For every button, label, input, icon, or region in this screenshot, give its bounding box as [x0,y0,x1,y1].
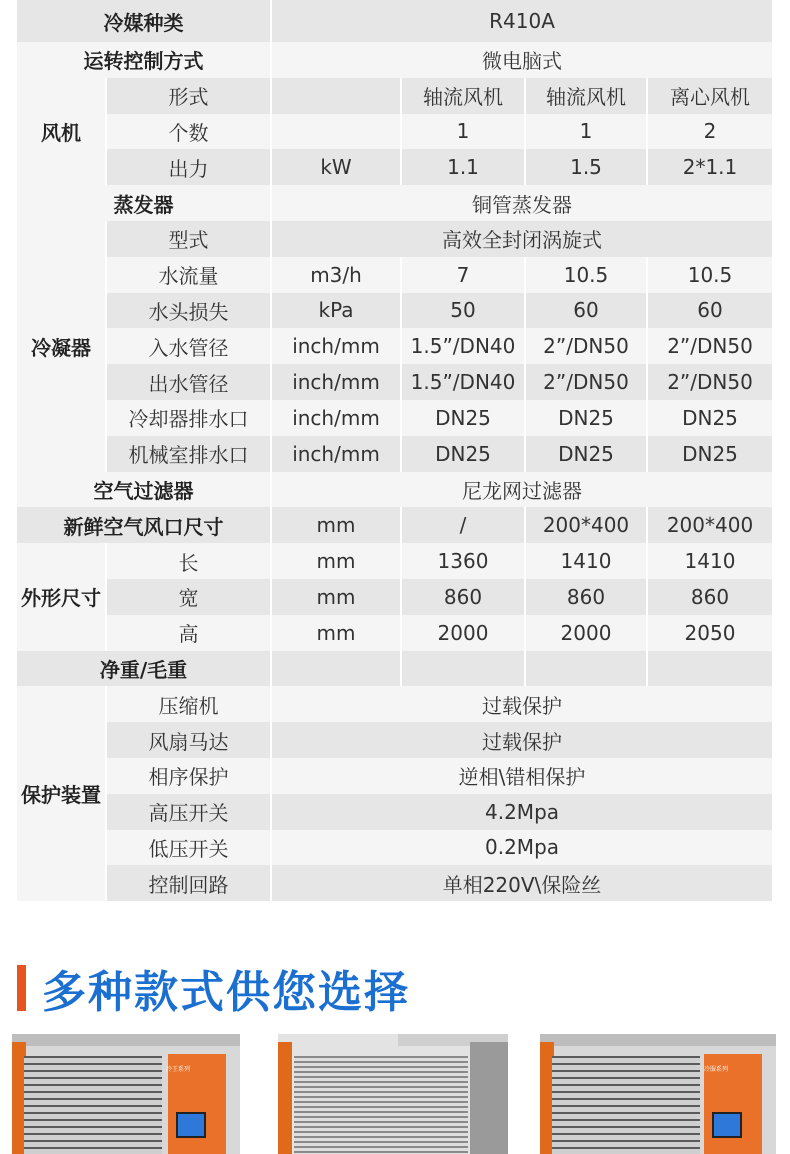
row-label: 型式 [106,221,271,257]
unit-top-panel [12,1034,240,1046]
table-row-fresh-air [17,507,772,543]
row-unit: mm [271,615,401,651]
row-unit: kW [271,149,401,185]
row-unit: inch/mm [271,364,401,400]
row-unit: mm [271,579,401,615]
row-label: 冷却器排水口 [106,400,271,436]
row-label: 蒸发器 [17,185,271,221]
cell-model-2: 2”/DN50 [525,328,647,364]
row-label: 冷媒种类 [17,0,271,42]
row-label: 机械室排水口 [106,436,271,472]
product-image-2 [278,1034,508,1154]
cell-model-2: 1 [525,114,647,150]
cell-model-2: 2”/DN50 [525,364,647,400]
cell-model-1: DN25 [401,400,525,436]
cell-model-1: 1.5”/DN40 [401,328,525,364]
row-label: 水流量 [106,257,271,293]
row-label: 压缩机 [106,686,271,722]
table-row-dim-height [17,615,772,651]
row-label: 长 [106,543,271,579]
row-value: 过载保护 [271,686,772,722]
unit-frame-right [470,1042,508,1154]
table-row-control [17,42,772,78]
table-row-prot-high-pressure [17,794,772,830]
cell-model-1: 2000 [401,615,525,651]
cell-model-3: 2 [647,114,772,150]
row-value: 0.2Mpa [271,830,772,866]
cell-model-3 [647,651,772,687]
unit-display-screen [176,1112,206,1138]
row-unit: mm [271,507,401,543]
cell-model-1 [401,651,525,687]
row-value: 微电脑式 [271,42,772,78]
cell-model-3: 2*1.1 [647,149,772,185]
row-label: 相序保护 [106,758,271,794]
cell-model-1: 轴流风机 [401,78,525,114]
cell-model-3: 10.5 [647,257,772,293]
row-label: 形式 [106,78,271,114]
row-label: 入水管径 [106,328,271,364]
heading-accent-bar [17,965,26,1011]
row-value: 4.2Mpa [271,794,772,830]
cell-model-2: 2000 [525,615,647,651]
group-label-dimensions: 外形尺寸 [17,543,106,650]
row-label: 低压开关 [106,830,271,866]
section-heading [17,958,410,1018]
cell-model-1: 860 [401,579,525,615]
row-value: 过载保护 [271,722,772,758]
table-row-condenser-machine-drain [17,436,772,472]
cell-model-2: 60 [525,293,647,329]
cell-model-2: 1410 [525,543,647,579]
section-title: 多种款式供您选择 [42,967,410,1018]
table-row-prot-low-pressure [17,830,772,866]
unit-grill [294,1056,468,1154]
cell-model-3: 2050 [647,615,772,651]
table-row-condenser-drain [17,400,772,436]
row-value: 尼龙网过滤器 [271,472,772,508]
row-value: 铜管蒸发器 [271,185,772,221]
group-label-fan: 风机 [17,78,106,185]
table-row-condenser-flow [17,257,772,293]
row-label: 高 [106,615,271,651]
cell-model-2 [525,651,647,687]
table-row-weight [17,651,772,687]
cell-model-1: 1.5”/DN40 [401,364,525,400]
row-value: R410A [271,0,772,42]
cell-model-2: 10.5 [525,257,647,293]
cell-model-1: 1360 [401,543,525,579]
row-label: 运转控制方式 [17,42,271,78]
product-image-3 [540,1034,776,1154]
cell-model-3: 离心风机 [647,78,772,114]
table-row-prot-compressor [17,686,772,722]
cell-model-2: DN25 [525,400,647,436]
cell-model-2: 1.5 [525,149,647,185]
unit-display-screen [712,1112,742,1138]
row-unit: inch/mm [271,328,401,364]
table-row-refrigerant [17,0,772,42]
unit-series-label: 冷服系列 [703,1066,728,1073]
row-label: 控制回路 [106,865,271,901]
table-row-condenser-type [17,221,772,257]
row-label: 风扇马达 [106,722,271,758]
table-row-condenser-outlet [17,364,772,400]
table-row-air-filter [17,472,772,508]
row-unit: inch/mm [271,400,401,436]
table-row-prot-control-circuit [17,865,772,901]
table-row-fan-count [17,114,772,150]
cell-model-1: DN25 [401,436,525,472]
row-label: 出水管径 [106,364,271,400]
row-unit [271,651,401,687]
row-unit [271,114,401,150]
cell-model-3: 200*400 [647,507,772,543]
row-value: 逆相\错相保护 [271,758,772,794]
cell-model-3: 2”/DN50 [647,328,772,364]
table-row-condenser-inlet [17,328,772,364]
row-unit: inch/mm [271,436,401,472]
cell-model-1: 1 [401,114,525,150]
table-row-fan-form [17,78,772,114]
row-unit: m3/h [271,257,401,293]
unit-series-label: 冷王系列 [165,1066,190,1073]
row-unit: mm [271,543,401,579]
row-label: 出力 [106,149,271,185]
row-unit [271,78,401,114]
spec-table [17,0,772,901]
table-row-fan-power [17,149,772,185]
row-label: 净重/毛重 [17,651,271,687]
row-label: 水头损失 [106,293,271,329]
unit-top-panel [540,1034,776,1046]
row-value: 高效全封闭涡旋式 [271,221,772,257]
table-row-dim-length [17,543,772,579]
row-unit: kPa [271,293,401,329]
table-row-evaporator [17,185,772,221]
cell-model-1: / [401,507,525,543]
cell-model-3: 60 [647,293,772,329]
product-gallery [0,1034,790,1150]
cell-model-3: DN25 [647,400,772,436]
row-label: 空气过滤器 [17,472,271,508]
cell-model-1: 1.1 [401,149,525,185]
table-row-prot-fan-motor [17,722,772,758]
cell-model-3: 2”/DN50 [647,364,772,400]
cell-model-1: 50 [401,293,525,329]
row-label: 宽 [106,579,271,615]
table-row-condenser-head-loss [17,293,772,329]
cell-model-3: 860 [647,579,772,615]
cell-model-1: 7 [401,257,525,293]
cell-model-3: DN25 [647,436,772,472]
row-label: 新鲜空气风口尺寸 [17,507,271,543]
unit-frame-left [278,1042,292,1154]
unit-grill [552,1056,700,1154]
cell-model-2: DN25 [525,436,647,472]
cell-model-2: 860 [525,579,647,615]
table-row-prot-phase [17,758,772,794]
unit-grill [24,1056,162,1154]
cell-model-3: 1410 [647,543,772,579]
row-label: 个数 [106,114,271,150]
cell-model-2: 200*400 [525,507,647,543]
row-value: 单相220V\保险丝 [271,865,772,901]
group-label-protection: 保护装置 [17,686,106,901]
row-label: 高压开关 [106,794,271,830]
table-row-dim-width [17,579,772,615]
product-image-1 [12,1034,240,1154]
cell-model-2: 轴流风机 [525,78,647,114]
group-label-condenser: 冷凝器 [17,221,106,472]
